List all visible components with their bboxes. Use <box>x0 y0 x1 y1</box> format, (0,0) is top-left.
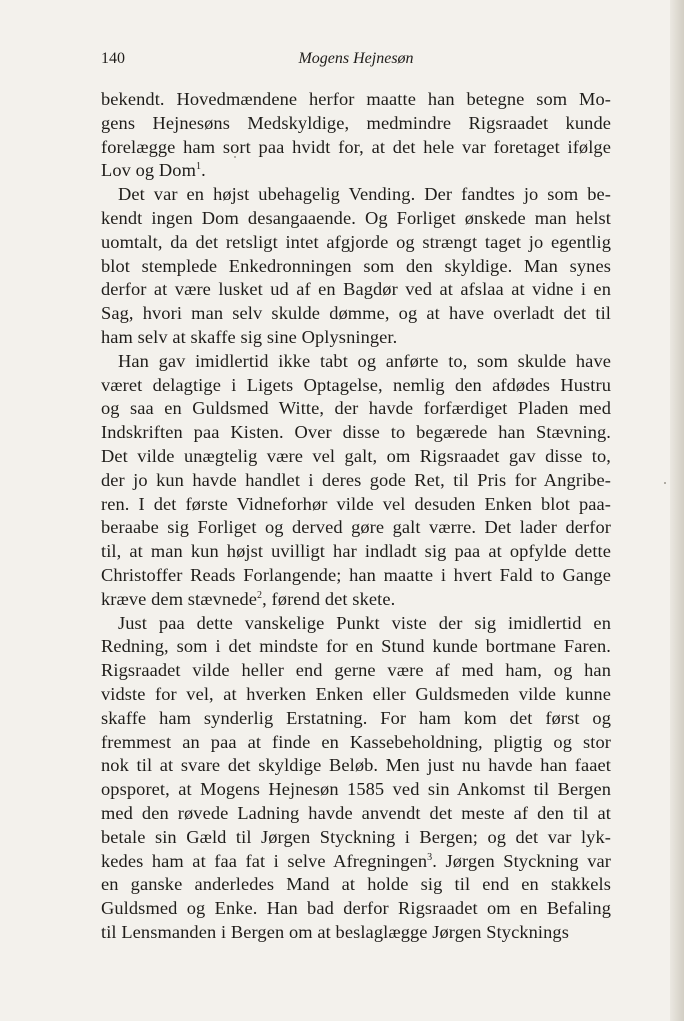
text-line-tail: . Jørgen Styckning var <box>432 850 611 871</box>
text-line: til Lensmanden i Bergen om at beslaglægge Jørgen Stycknings <box>101 921 569 942</box>
text-line: Just paa dette vanskelige Punkt viste der sig imidlertid en <box>118 612 611 633</box>
text-line-tail: , førend det skete. <box>262 588 396 609</box>
text-line: en ganske anderledes Mand at holde sig til end en stakkels <box>101 874 611 895</box>
text-line: været delagtige i Ligets Optagelse, nemlig den afdødes Hustru <box>101 374 611 395</box>
text-line: bekendt. Hovedmændene herfor maatte han betegne som Mo- <box>101 89 611 109</box>
text-line <box>101 159 611 183</box>
text-line: forelægge ham sort paa hvidt for, at det hele var foretaget ifølge <box>101 136 611 157</box>
text-line: uomtalt, da det retsligt intet afgjorde og strængt taget jo egentlig <box>101 231 611 252</box>
text-line: Sag, hvori man selv skulde dømme, og at have overladt det til <box>101 303 611 324</box>
text-line: og saa en Guldsmed Witte, der havde forfærdiget Pladen med <box>101 398 611 419</box>
text-line: derfor at være lusket ud af en Bagdør ved at afslaa at vidne i en <box>101 279 611 300</box>
text-line: gens Hejnesøns Medskyldige, medmindre Rigsraadet kunde <box>101 112 611 133</box>
text-line-content: kedes ham at faa fat i selve Afregningen <box>101 850 428 871</box>
text-line: Redning, som i det mindste for en Stund kunde bortmane Faren. <box>101 636 611 657</box>
text-line: beraabe sig Forliget og derved gøre galt værre. Det lader derfor <box>101 517 611 538</box>
text-line: ham selv at skaffe sig sine Oplysninger. <box>101 326 398 347</box>
text-line: betale sin Gæld til Jørgen Styckning i Bergen; og det var lyk- <box>101 826 611 847</box>
text-line: ren. I det første Vidneforhør vilde vel desuden Enken blot paa- <box>101 493 611 514</box>
text-line: Indskriften paa Kisten. Over disse to begærede han Stævning. <box>101 422 611 443</box>
text-line-content: Lov og Dom <box>101 160 196 181</box>
text-line: Det var en højst ubehagelig Vending. Der fandtes jo som be- <box>118 184 611 205</box>
text-line <box>101 850 611 874</box>
print-speck <box>664 482 666 484</box>
text-line: Guldsmed og Enke. Han bad derfor Rigsraadet om en Befaling <box>101 898 611 919</box>
text-line: med den røvede Ladning havde anvendt det meste af den til at <box>101 802 611 823</box>
text-line-tail: . <box>201 160 206 181</box>
text-line: blot stemplede Enkedronningen som den skyldige. Man synes <box>101 255 611 276</box>
footnote-ref: 1 <box>196 161 202 173</box>
page-header <box>101 48 611 70</box>
footnote-ref: 3 <box>427 851 433 863</box>
text-line: skaffe ham synderlig Erstatning. For ham kom det først og <box>101 707 611 728</box>
text-line: fremmest an paa at finde en Kassebeholdning, pligtig og stor <box>101 731 611 752</box>
body-text <box>101 88 611 945</box>
text-line: kendt ingen Dom desangaaende. Og Forliget ønskede man helst <box>101 207 611 228</box>
page-edge-shadow <box>670 0 684 1021</box>
text-line: Christoffer Reads Forlangende; han maatte i hvert Fald to Gange <box>101 564 611 585</box>
text-line: Rigsraadet vilde heller end gerne være af med ham, og han <box>101 660 611 681</box>
text-line: Han gav imidlertid ikke tabt og anførte to, som skulde have <box>118 350 611 371</box>
text-line: vidste for vel, at hverken Enken eller Guldsmeden vilde kunne <box>101 683 611 704</box>
text-line: nok til at svare det skyldige Beløb. Men just nu havde han faaet <box>101 755 611 776</box>
page-number: 140 <box>101 50 125 67</box>
text-line-content: kræve dem stævnede <box>101 588 258 609</box>
text-line: opsporet, at Mogens Hejnesøn 1585 ved sin Ankomst til Bergen <box>101 779 611 800</box>
text-line: der jo kun havde handlet i deres gode Ret, til Pris for Angribe- <box>101 469 611 490</box>
footnote-ref: 2 <box>257 589 263 601</box>
text-line: til, at man kun højst uvilligt har indladt sig paa at opfylde dette <box>101 541 611 562</box>
text-line: Det vilde unægtelig være vel galt, om Rigsraadet gav disse to, <box>101 445 611 466</box>
running-title: Mogens Hejnesøn <box>298 50 414 67</box>
text-line <box>101 588 611 612</box>
